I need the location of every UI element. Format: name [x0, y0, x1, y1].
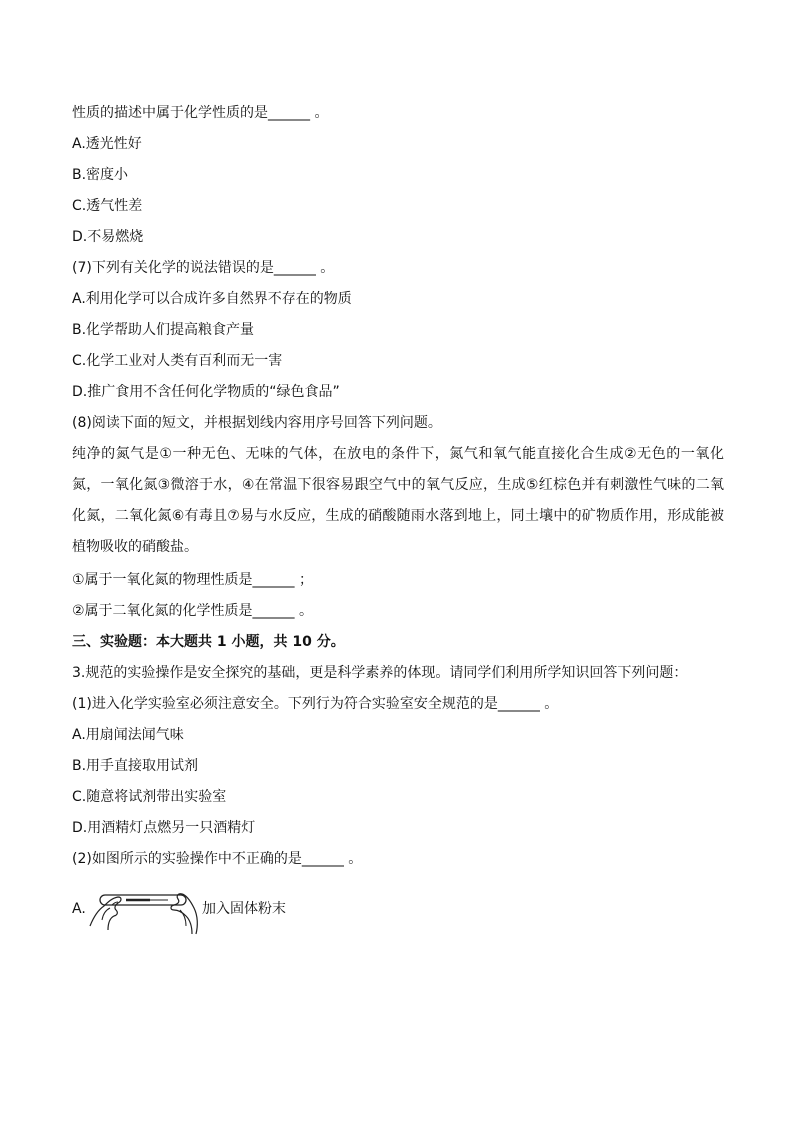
section-heading: 三、实验题：本大题共 1 小题，共 10 分。	[72, 634, 345, 650]
figure-label: A.	[72, 901, 86, 917]
reading-passage: 纯净的氮气是①一种无色、无味的气体，在放电的条件下，氮气和氧气能直接化合生成②无色的一氧化氮，一氧化氮③微溶于水，④在常温下很容易跟空气中的氧气反应，生成⑤红棕色并有刺激性气味的二氧化氮，二氧化氮⑥有毒且⑦易与水反应，生成的硝酸随雨水落到地上，同土壤中的矿物质作用，形成能被植物吸收的硝酸盐。	[72, 446, 724, 555]
question-7: (7)下列有关化学的说法错误的是______ 。	[72, 260, 335, 276]
option-c: C.化学工业对人类有百利而无一害	[72, 353, 283, 369]
option-b: B.密度小	[72, 167, 129, 183]
answer-line-1: ①属于一氧化氮的物理性质是______ ；	[72, 572, 314, 588]
option-d: D.不易燃烧	[72, 229, 144, 245]
figure-option-a	[72, 880, 372, 936]
answer-line-2: ②属于二氧化氮的化学性质是______ 。	[72, 603, 314, 619]
option-c: C.透气性差	[72, 198, 143, 214]
option-a: A.利用化学可以合成许多自然界不存在的物质	[72, 291, 352, 307]
test-tube-hands-icon	[88, 880, 200, 936]
option-a: A.透光性好	[72, 136, 142, 152]
option-d: D.推广食用不含任何化学物质的“绿色食品”	[72, 384, 340, 400]
sub-question-2: (2)如图所示的实验操作中不正确的是______ 。	[72, 851, 363, 867]
text-line: 性质的描述中属于化学性质的是______ 。	[72, 105, 329, 121]
option-d: D.用酒精灯点燃另一只酒精灯	[72, 820, 256, 836]
option-c: C.随意将试剂带出实验室	[72, 789, 227, 805]
sub-question-1: (1)进入化学实验室必须注意安全。下列行为符合实验室安全规范的是______ 。	[72, 696, 559, 712]
option-b: B.化学帮助人们提高粮食产量	[72, 322, 255, 338]
option-a: A.用扇闻法闻气味	[72, 727, 184, 743]
question-8: (8)阅读下面的短文，并根据划线内容用序号回答下列问题。	[72, 415, 442, 431]
figure-caption: 加入固体粉末	[202, 901, 286, 917]
option-b: B.用手直接取用试剂	[72, 758, 199, 774]
question-3: 3.规范的实验操作是安全探究的基础，更是科学素养的体现。请同学们利用所学知识回答下列问题：	[72, 665, 688, 681]
